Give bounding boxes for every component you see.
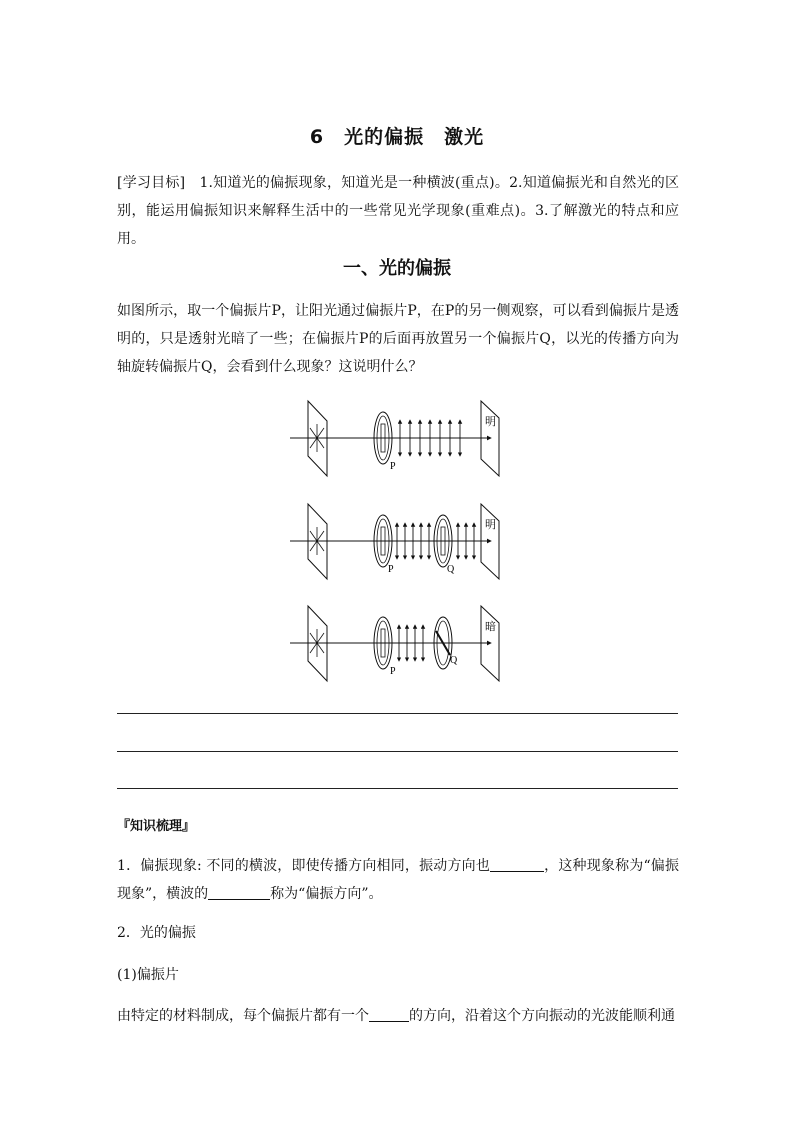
item1-text-b: ，这种现象称为“偏振现象”，横波的 [117, 858, 679, 902]
item2-1-text-a: 由特定的材料制成，每个偏振片都有一个 [117, 1008, 369, 1024]
answer-line[interactable] [117, 713, 678, 714]
knowledge-item-2: 2．光的偏振 [117, 925, 196, 941]
fill-blank[interactable] [369, 1007, 409, 1022]
knowledge-item-2-1-text [117, 1002, 679, 1030]
answer-line[interactable] [117, 751, 678, 752]
label-p: P [390, 666, 396, 677]
figure-row-3 [290, 606, 499, 681]
natural-light-icon [307, 424, 327, 452]
figure-row-2 [290, 504, 499, 579]
knowledge-item-2-1: (1)偏振片 [117, 967, 179, 983]
item2-1-text-b: 的方向，沿着这个方向振动的光波能顺利通 [409, 1008, 675, 1024]
learning-goals-text: 1.知道光的偏振现象，知道光是一种横波(重点)。2.知道偏振光和自然光的区别，能运用偏振知识来解释生活中的一些常见光学现象(重难点)。3.了解激光的特点和应用。 [117, 175, 679, 247]
figure-row-1 [290, 401, 499, 476]
item1-text-c: 称为“偏振方向”。 [270, 886, 383, 902]
polarization-figure [286, 396, 514, 686]
screen-label: 暗 [485, 620, 496, 633]
intro-paragraph: 如图所示，取一个偏振片P，让阳光通过偏振片P，在P的另一侧观察，可以看到偏振片是透明的，只是透射光暗了一些；在偏振片P的后面再放置另一个偏振片Q，以光的传播方向为轴旋转偏振片Q，会看到什么现象？这说明什么？ [117, 303, 679, 375]
label-q: Q [450, 655, 458, 666]
knowledge-item-1 [117, 852, 679, 908]
fill-blank[interactable] [490, 857, 544, 872]
knowledge-heading: 『知识梳理』 [117, 819, 196, 834]
fill-blank[interactable] [208, 885, 270, 900]
screen-label: 明 [485, 415, 496, 428]
section-heading: 一、光的偏振 [343, 258, 451, 279]
screen-label: 明 [485, 518, 496, 531]
item1-text-a: 1．偏振现象: 不同的横波，即使传播方向相同，振动方向也 [117, 858, 490, 874]
natural-light-icon [307, 629, 327, 657]
label-p: P [388, 564, 394, 575]
label-p: P [390, 461, 396, 472]
learning-goals [117, 169, 679, 253]
learning-goals-tag: [学习目标] [117, 175, 186, 191]
label-q: Q [447, 564, 455, 575]
page-title: 6 光的偏振 激光 [309, 126, 485, 148]
answer-line[interactable] [117, 788, 678, 789]
natural-light-icon [307, 527, 327, 555]
